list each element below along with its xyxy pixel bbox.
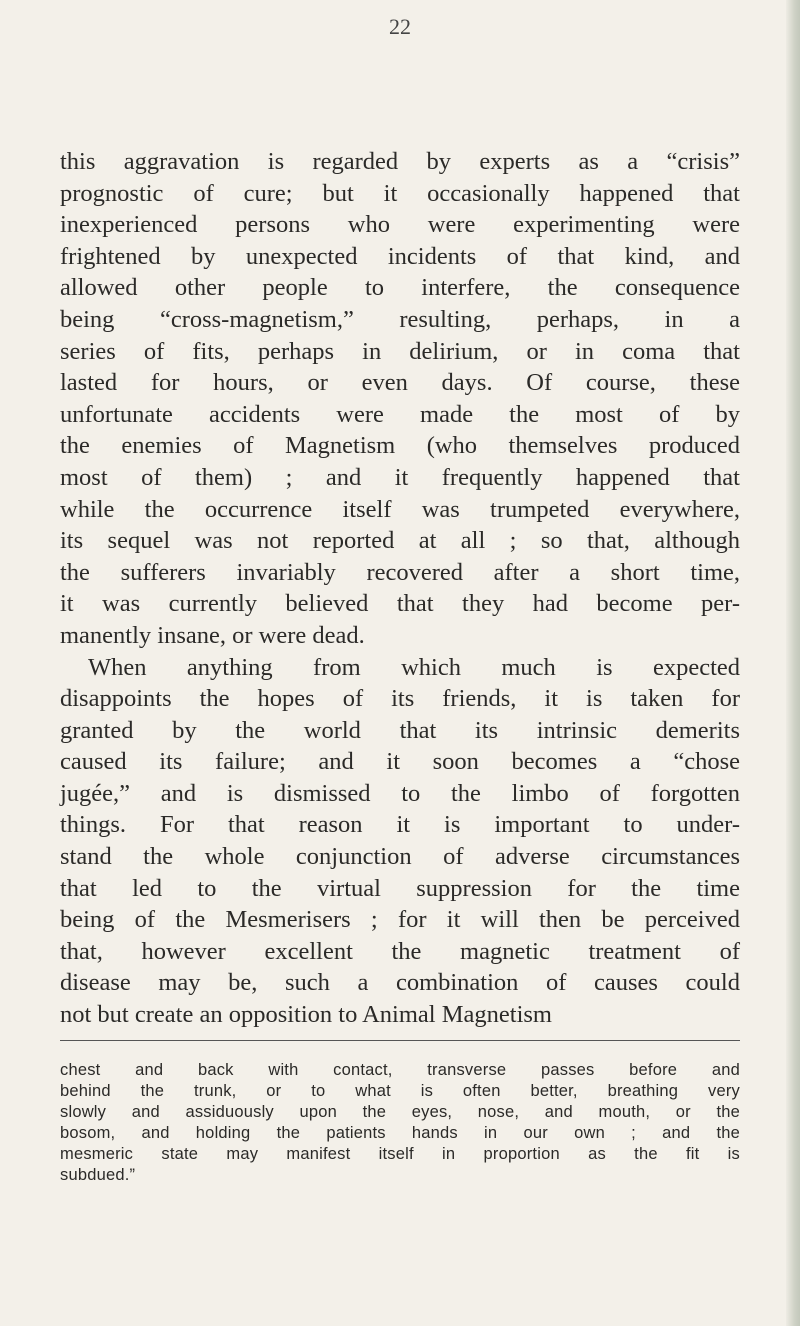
- text-line: being “cross-magnetism,” resulting, perhaps, in a: [60, 305, 740, 333]
- text-line: disappoints the hopes of its friends, it is taken for: [60, 685, 740, 713]
- footnote-line: chest and back with contact, transverse passes before and: [60, 1061, 740, 1079]
- footnote-line: slowly and assiduously upon the eyes, nose, and mouth, or the: [60, 1103, 740, 1121]
- text-line: unfortunate accidents were made the most of by: [60, 400, 740, 428]
- footnote-line: subdued.”: [60, 1166, 136, 1184]
- page-number: 22: [389, 14, 411, 39]
- text-line: disease may be, such a combination of causes could: [60, 969, 740, 997]
- footnote-divider: [60, 1040, 740, 1041]
- text-line: When anything from which much is expected: [88, 653, 740, 681]
- text-line: that, however excellent the magnetic treatment of: [60, 937, 740, 965]
- footnote-line: mesmeric state may manifest itself in proportion as the fit is: [60, 1145, 740, 1163]
- text-line: the enemies of Magnetism (who themselves produced: [60, 432, 740, 460]
- text-line: its sequel was not reported at all ; so that, although: [60, 527, 740, 555]
- text-line: things. For that reason it is important to under-: [60, 811, 740, 839]
- footnote-line: behind the trunk, or to what is often better, breathing very: [60, 1082, 740, 1100]
- text-line: the sufferers invariably recovered after a short time,: [60, 558, 740, 586]
- text-line: inexperienced persons who were experimenting were: [60, 211, 740, 239]
- text-line: most of them) ; and it frequently happened that: [60, 463, 740, 491]
- text-line: stand the whole conjunction of adverse circumstances: [60, 843, 740, 871]
- page-edge-shadow: [786, 0, 800, 1326]
- text-line: series of fits, perhaps in delirium, or in coma that: [60, 337, 740, 365]
- text-line: this aggravation is regarded by experts as a “crisis”: [60, 148, 740, 175]
- text-line: manently insane, or were dead.: [60, 621, 365, 649]
- text-line: that led to the virtual suppression for the time: [60, 874, 740, 902]
- text-line: being of the Mesmerisers ; for it will then be perceived: [60, 906, 740, 934]
- text-line: allowed other people to interfere, the consequence: [60, 274, 740, 302]
- text-line: jugée,” and is dismissed to the limbo of forgotten: [60, 779, 740, 807]
- text-line: granted by the world that its intrinsic demerits: [60, 716, 740, 744]
- footnote: [60, 1060, 740, 1186]
- text-line: caused its failure; and it soon becomes a “chose: [60, 748, 740, 776]
- text-line: lasted for hours, or even days. Of course, these: [60, 369, 740, 397]
- text-line: it was currently believed that they had become per-: [60, 590, 740, 618]
- text-line: prognostic of cure; but it occasionally happened that: [60, 179, 740, 207]
- body-text: [60, 146, 740, 1031]
- footnote-line: bosom, and holding the patients hands in our own ; and the: [60, 1124, 740, 1142]
- text-line: while the occurrence itself was trumpeted everywhere,: [60, 495, 740, 523]
- text-line: frightened by unexpected incidents of that kind, and: [60, 242, 740, 270]
- text-line: not but create an opposition to Animal Magnetism: [60, 1001, 552, 1029]
